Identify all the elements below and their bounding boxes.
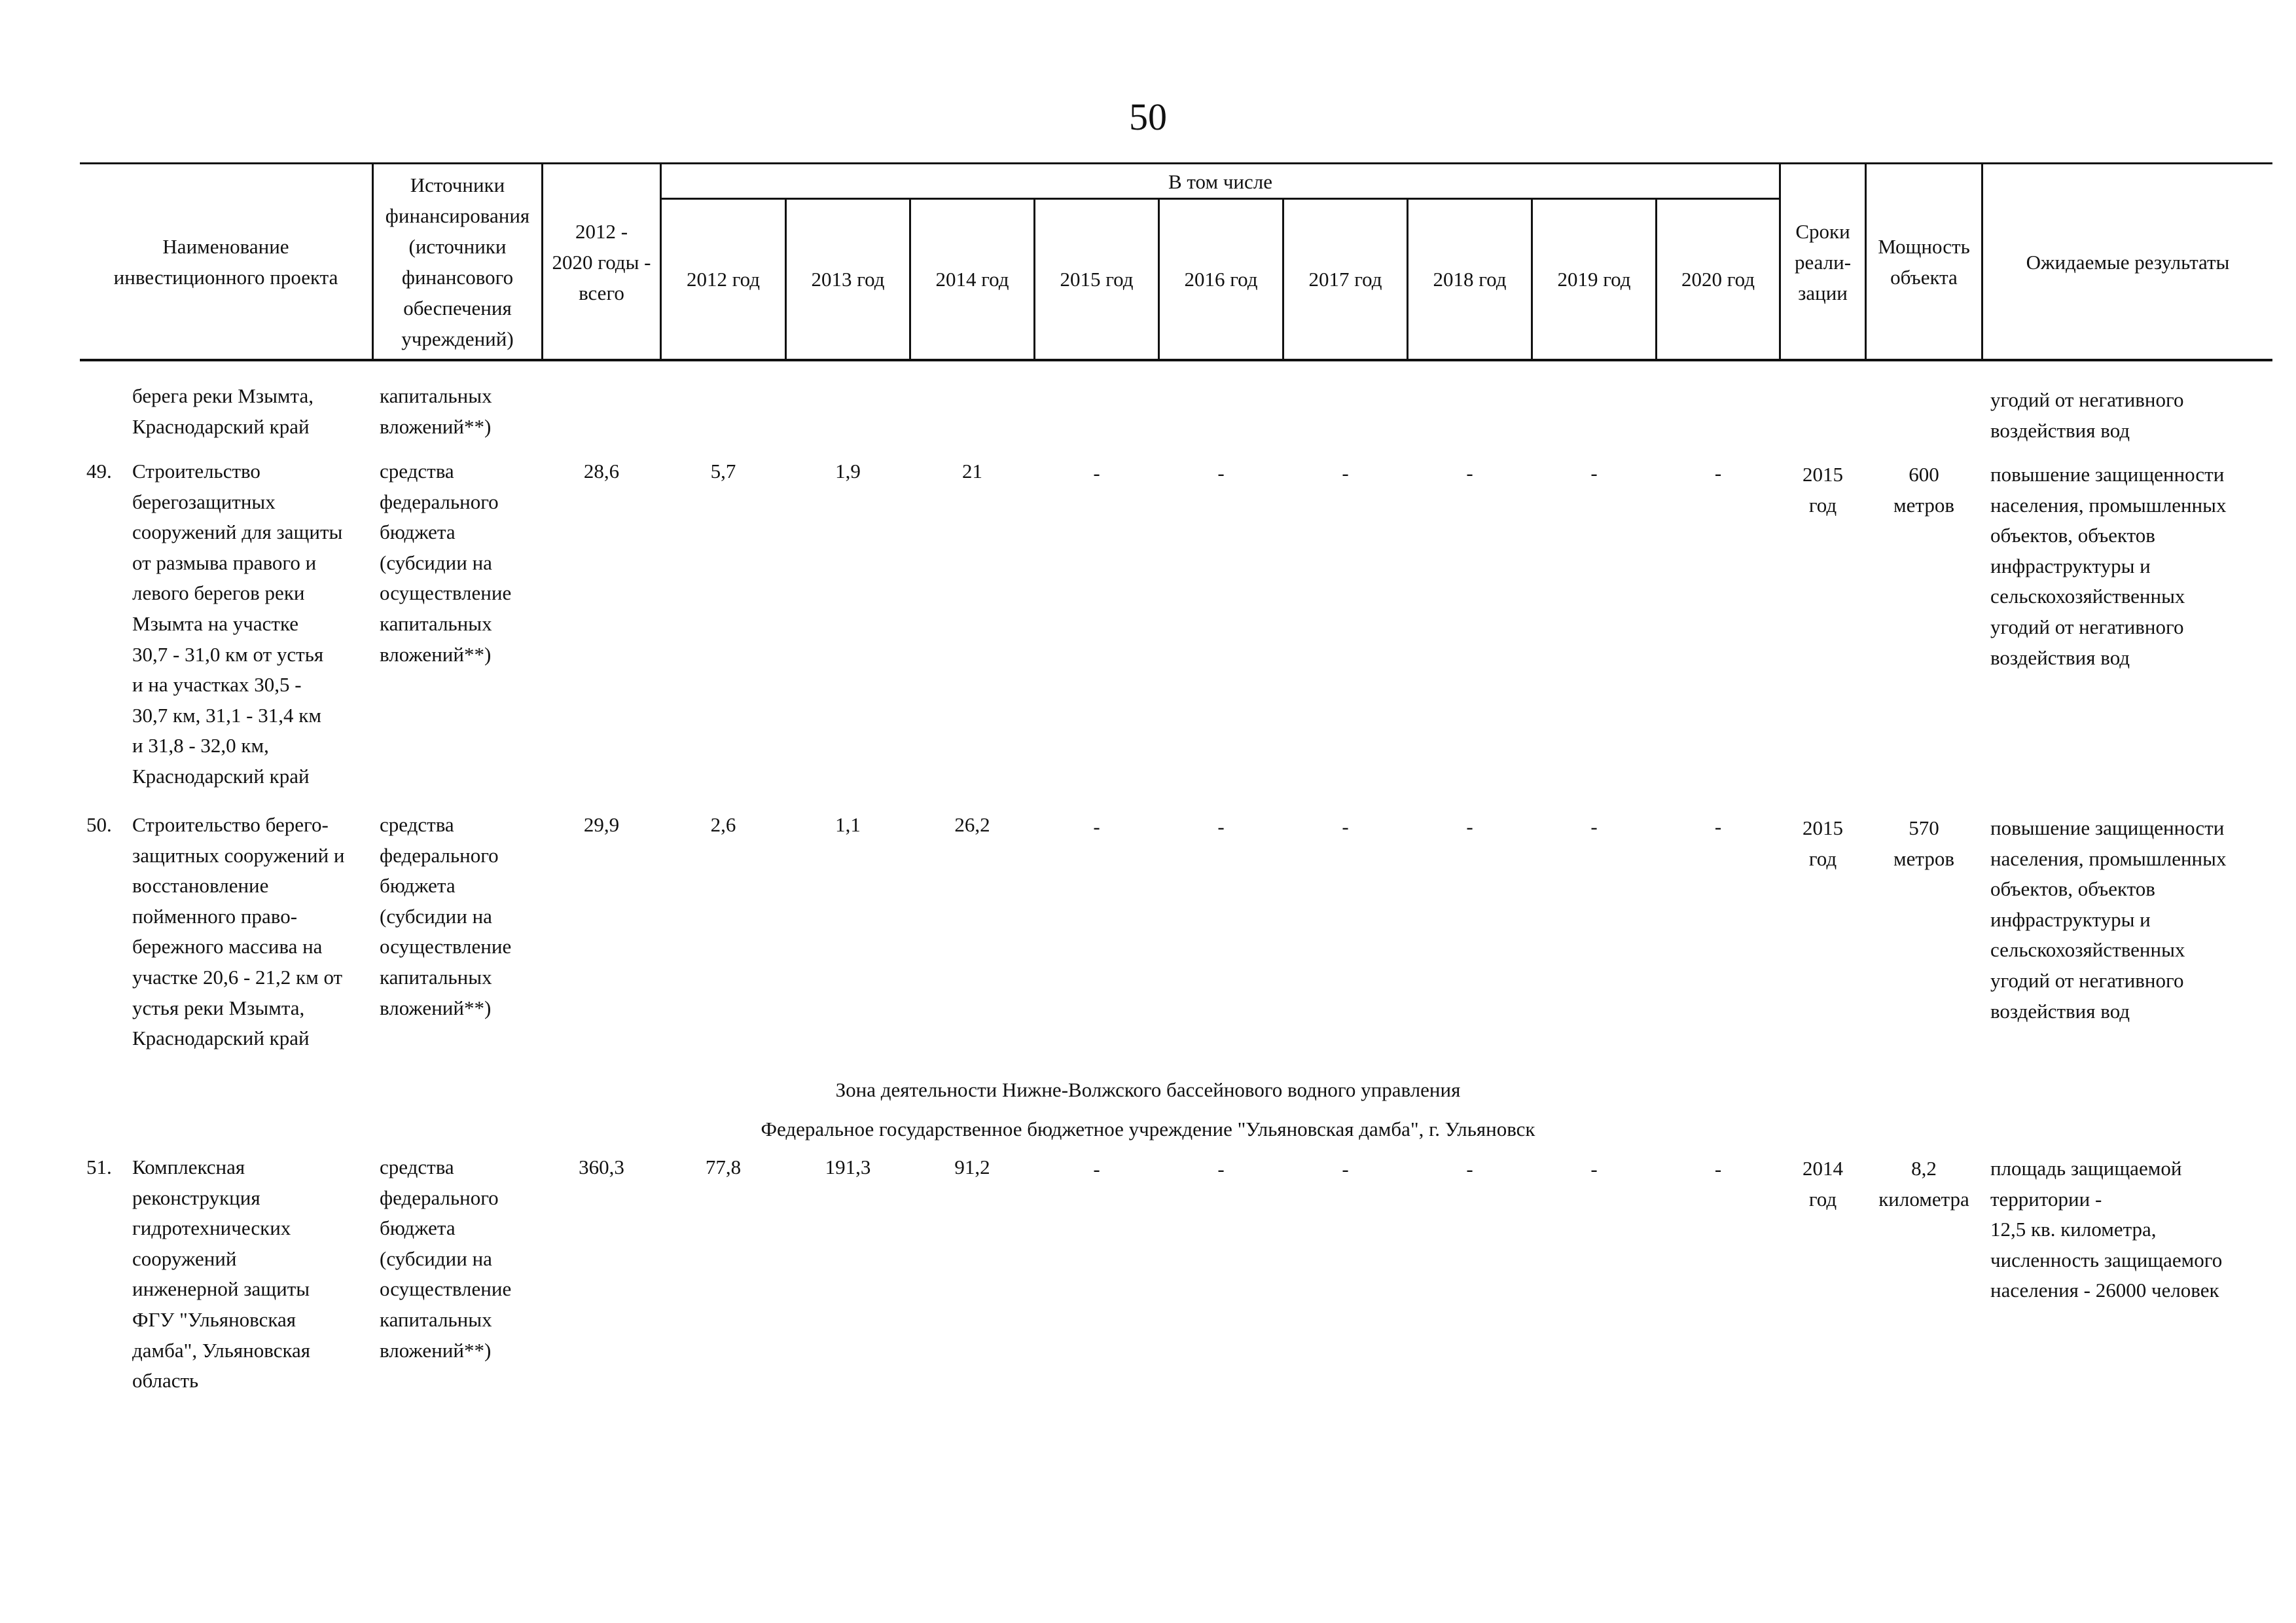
- total-value: 28,6: [583, 460, 620, 483]
- header-year-2019: 2019 год: [1557, 268, 1631, 291]
- total-value: 360,3: [579, 1156, 624, 1178]
- project-name: Строительство берегозащитных сооружений для защиты от размыва правого и левого берегов реки Мзымта на участке 30,7 - 31,0 км от устья и на участках 30,5 - 30,7 км, 31,1 - 31,4 км и 31,8 - 32,0 км, Краснодарский край: [132, 460, 343, 788]
- year-value-2019: -: [1590, 1158, 1598, 1180]
- header-year-2018: 2018 год: [1433, 268, 1507, 291]
- expected-results: площадь защищаемой территории - 12,5 кв. километра, численность защищаемого населения - 26000 человек: [1990, 1157, 2223, 1302]
- continuation-project-name: берега реки Мзымта, Краснодарский край: [132, 384, 314, 438]
- capacity: 570 метров: [1893, 816, 1954, 870]
- header-implementation-terms: Сроки реали- зации: [1794, 219, 1852, 304]
- year-value-2017: -: [1342, 1158, 1349, 1180]
- header-project-name: Наименование инвестиционного проекта: [113, 235, 338, 289]
- year-value-2020: -: [1714, 1158, 1722, 1180]
- header-including: В том числе: [1168, 170, 1272, 193]
- year-value-2019: -: [1590, 815, 1598, 838]
- capacity: 8,2 километра: [1878, 1157, 1969, 1211]
- total-value: 29,9: [583, 813, 620, 836]
- header-expected-results: Ожидаемые результаты: [2026, 250, 2230, 274]
- row-number: 49.: [86, 460, 112, 483]
- continuation-funding-sources: капитальных вложений**): [380, 384, 492, 438]
- table-top-border: [80, 162, 2272, 164]
- header-year-2013: 2013 год: [811, 268, 885, 291]
- year-value-2015: -: [1093, 462, 1100, 484]
- implementation-terms: 2014 год: [1803, 1157, 1843, 1211]
- header-funding-sources: Источники финансирования (источники финансового обеспечения учреждений): [385, 173, 530, 350]
- year-value-2017: -: [1342, 815, 1349, 838]
- header-year-2017: 2017 год: [1308, 268, 1382, 291]
- year-value-2017: -: [1342, 462, 1349, 484]
- header-total: 2012 - 2020 годы - всего: [552, 219, 651, 304]
- year-value-2013: 191,3: [825, 1156, 871, 1178]
- expected-results: повышение защищенности населения, промышленных объектов, объектов инфраструктуры и сельскохозяйственных угодий от негативного воздействия вод: [1990, 816, 2227, 1023]
- header-year-2014: 2014 год: [935, 268, 1009, 291]
- expected-results: повышение защищенности населения, промышленных объектов, объектов инфраструктуры и сельскохозяйственных угодий от негативного воздействия вод: [1990, 463, 2227, 669]
- year-value-2020: -: [1714, 462, 1722, 484]
- zone-subheading: Федеральное государственное бюджетное учреждение "Ульяновская дамба", г. Ульяновск: [761, 1118, 1535, 1140]
- year-value-2013: 1,9: [835, 460, 861, 483]
- page-number: 50: [1129, 96, 1167, 138]
- year-value-2012: 77,8: [705, 1156, 742, 1178]
- year-value-2015: -: [1093, 1158, 1100, 1180]
- year-value-2018: -: [1466, 815, 1473, 838]
- year-value-2018: -: [1466, 1158, 1473, 1180]
- header-year-2020: 2020 год: [1681, 268, 1755, 291]
- year-value-2020: -: [1714, 815, 1722, 838]
- year-value-2018: -: [1466, 462, 1473, 484]
- implementation-terms: 2015 год: [1803, 463, 1843, 517]
- year-value-2014: 91,2: [954, 1156, 990, 1178]
- implementation-terms: 2015 год: [1803, 816, 1843, 870]
- project-name: Строительство берего- защитных сооружений и восстановление пойменного право- бережного массива на участке 20,6 - 21,2 км от устья реки Мзымта, Краснодарский край: [132, 813, 345, 1050]
- row-number: 50.: [86, 813, 112, 836]
- funding-sources: средства федерального бюджета (субсидии на осуществление капитальных вложений**): [380, 1156, 512, 1362]
- funding-sources: средства федерального бюджета (субсидии на осуществление капитальных вложений**): [380, 813, 512, 1019]
- year-value-2012: 5,7: [710, 460, 736, 483]
- zone-heading: Зона деятельности Нижне-Волжского бассейнового водного управления: [835, 1078, 1461, 1101]
- year-value-2016: -: [1217, 462, 1225, 484]
- header-bottom-border: [80, 359, 2272, 361]
- year-value-2013: 1,1: [835, 813, 861, 836]
- header-year-2015: 2015 год: [1060, 268, 1134, 291]
- continuation-expected-results: угодий от негативного воздействия вод: [1990, 388, 2184, 442]
- capacity: 600 метров: [1893, 463, 1954, 517]
- year-value-2012: 2,6: [710, 813, 736, 836]
- year-value-2016: -: [1217, 1158, 1225, 1180]
- year-value-2014: 21: [962, 460, 982, 483]
- year-value-2015: -: [1093, 815, 1100, 838]
- year-value-2016: -: [1217, 815, 1225, 838]
- header-capacity: Мощность объекта: [1878, 235, 1970, 289]
- year-value-2019: -: [1590, 462, 1598, 484]
- header-year-2016: 2016 год: [1184, 268, 1258, 291]
- row-number: 51.: [86, 1156, 112, 1178]
- header-year-2012: 2012 год: [686, 268, 761, 291]
- funding-sources: средства федерального бюджета (субсидии на осуществление капитальных вложений**): [380, 460, 512, 666]
- year-value-2014: 26,2: [954, 813, 990, 836]
- project-name: Комплексная реконструкция гидротехнических сооружений инженерной защиты ФГУ "Ульяновская дамба", Ульяновская область: [132, 1156, 311, 1393]
